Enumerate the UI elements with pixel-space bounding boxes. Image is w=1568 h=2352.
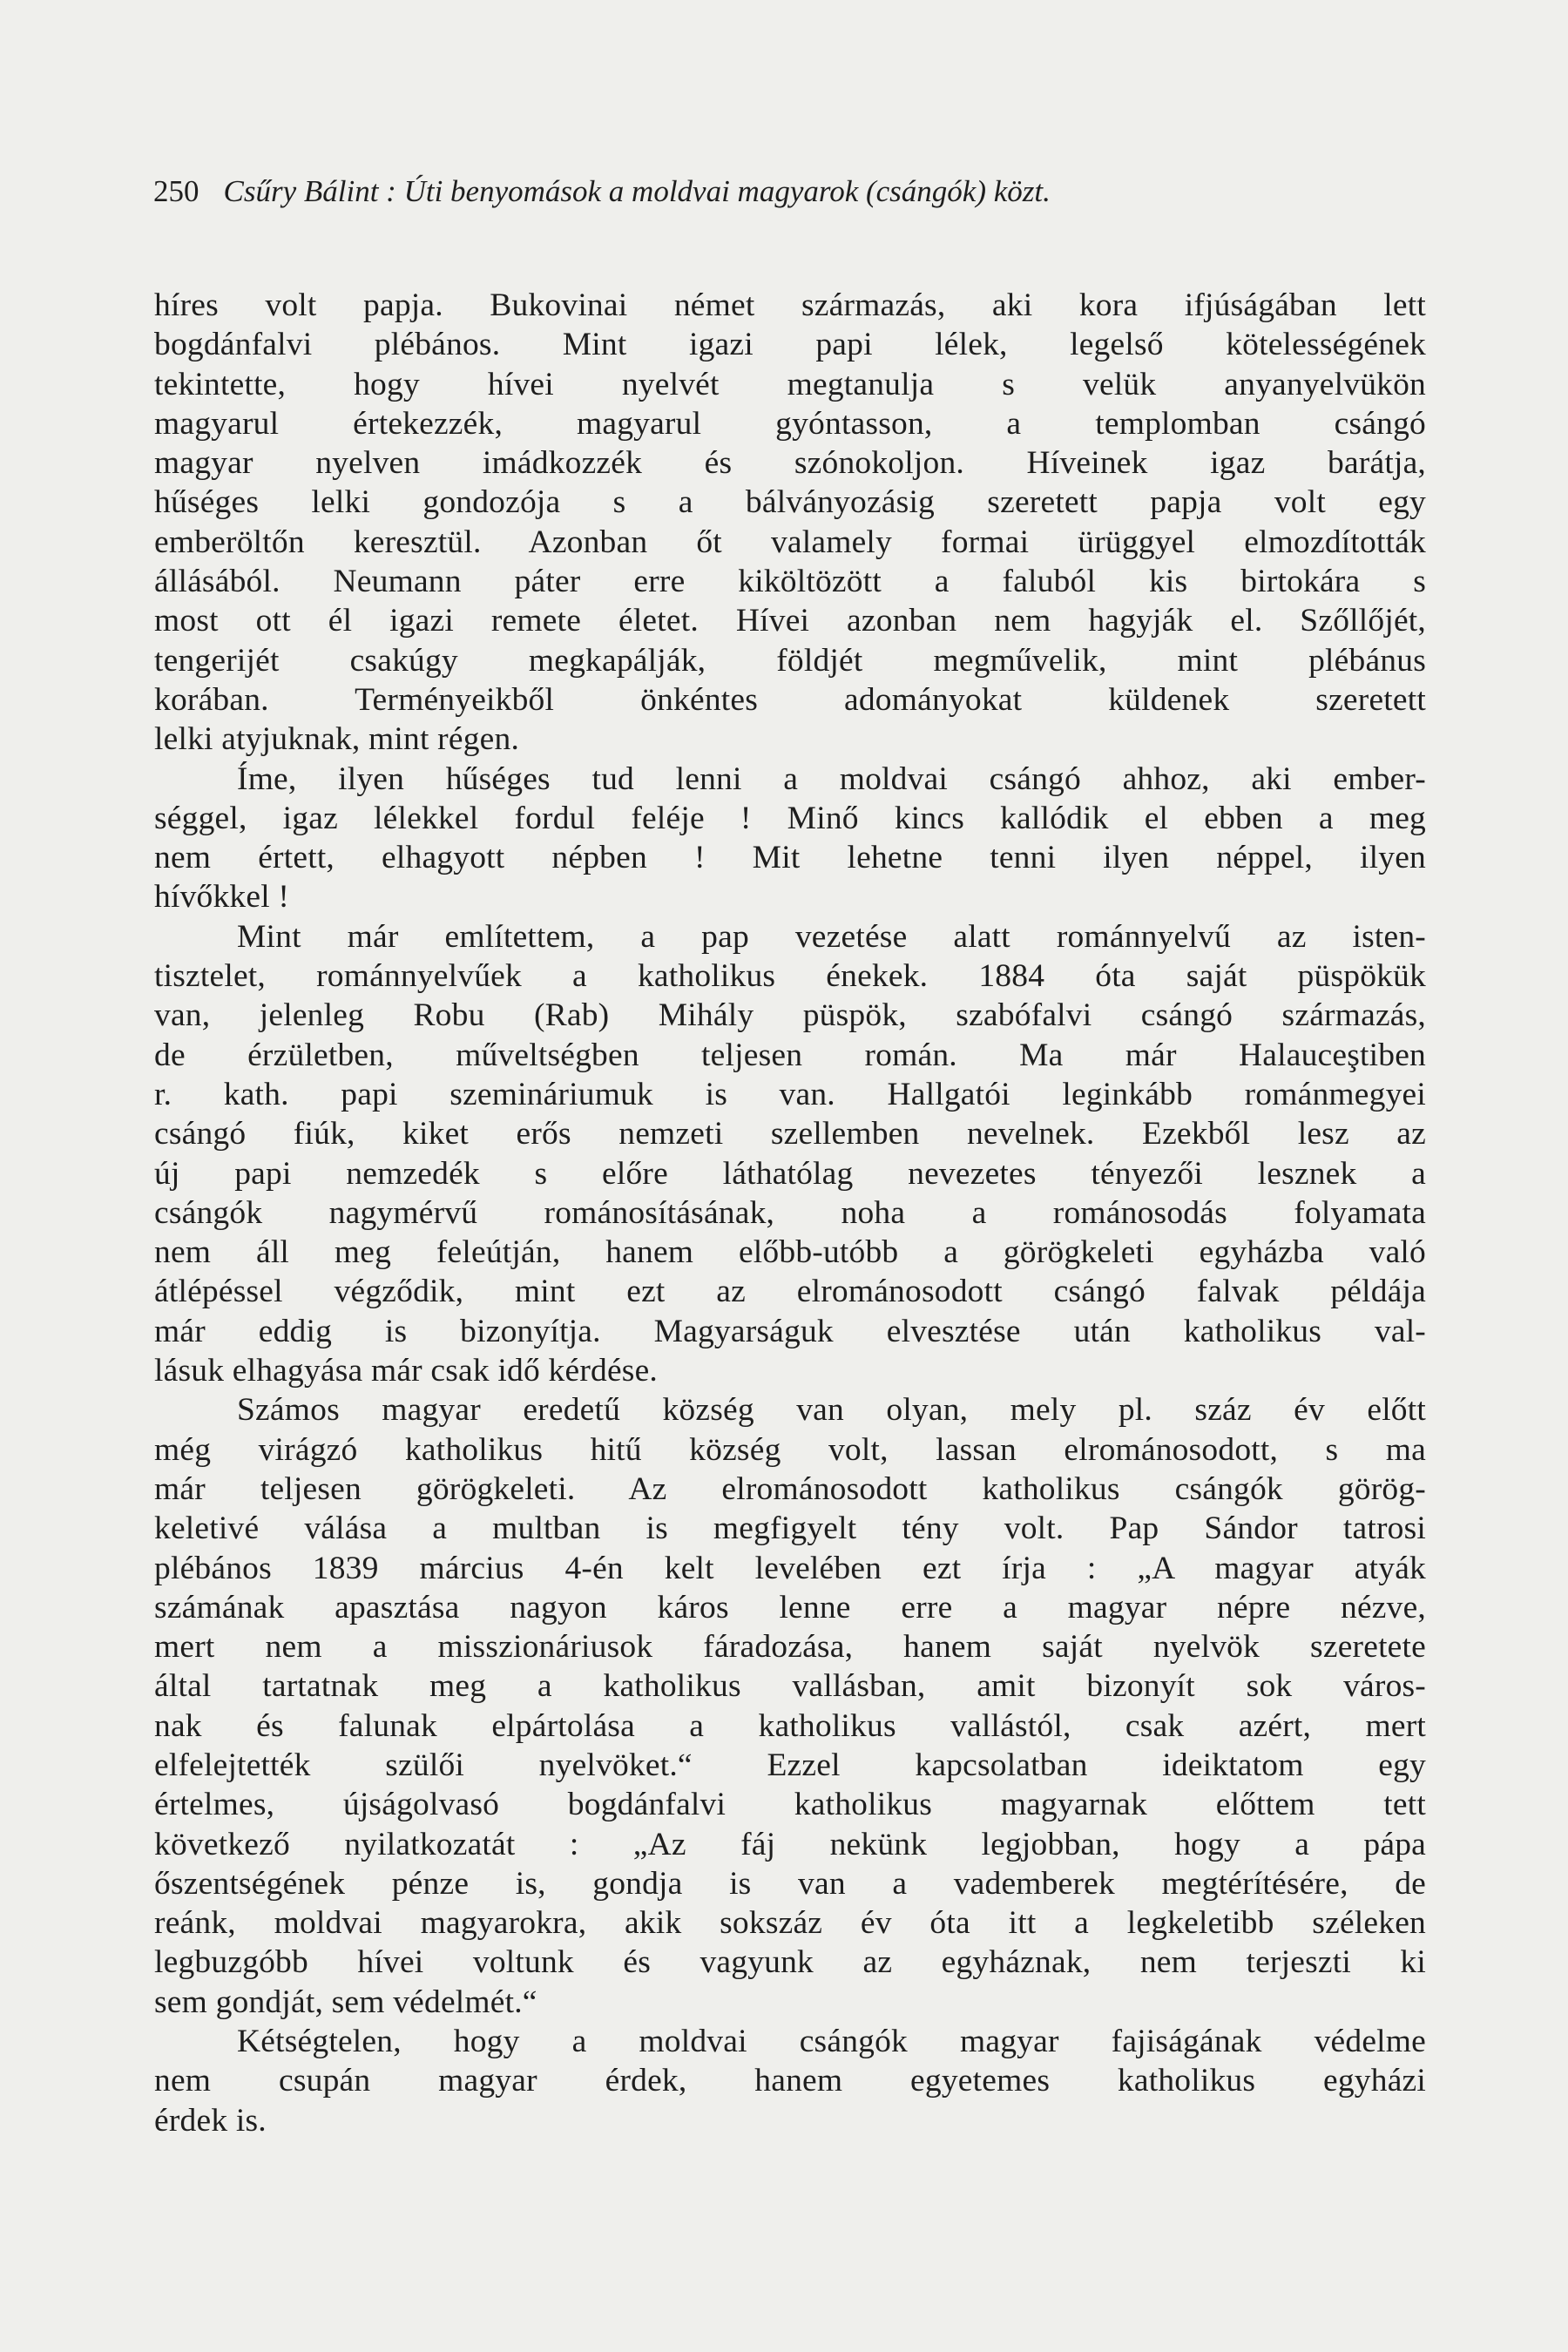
text-line: tisztelet, románnyelvűek a katholikus énekek. 1884 óta saját püspökük [154,958,1426,995]
text-line: híres volt papja. Bukovinai német származás, aki kora ifjúságában lett [154,287,1426,323]
text-line: lelki atyjuknak, mint régen. [154,721,520,758]
text-line: tengerijét csakúgy megkapálják, földjét megművelik, mint plébánus [154,642,1426,679]
paragraph-5 [154,2022,1426,2140]
text-line: következő nyilatkozatát : „Az fáj nekünk legjobban, hogy a pápa [154,1826,1426,1862]
text-line: átlépéssel végződik, mint ezt az elrománosodott csángó falvak példája [154,1274,1426,1310]
text-line: állásából. Neumann páter erre kiköltözött a faluból kis birtokára s [154,564,1426,600]
text-line: hívőkkel ! [154,879,290,916]
text-line: plébános 1839 március 4-én kelt levelében ezt írja : „A magyar atyák [154,1550,1426,1586]
page-header [153,171,1416,213]
text-line: most ott él igazi remete életet. Hívei azonban nem hagyják el. Szőllőjét, [154,603,1426,639]
text-line: de érzületben, műveltségben teljesen román. Ma már Halauceştiben [154,1037,1426,1073]
text-line: tekintette, hogy hívei nyelvét megtanulja s velük anyanyelvükön [154,366,1426,402]
text-line: érdek is. [154,2102,267,2139]
text-line: által tartatnak meg a katholikus vallásban, amit bizonyít sok város- [154,1668,1426,1705]
text-line: őszentségének pénze is, gondja is van a vademberek megtérítésére, de [154,1865,1426,1902]
text-line: reánk, moldvai magyarokra, akik sokszáz év óta itt a legkeletibb széleken [154,1905,1426,1942]
text-line: keletivé válása a multban is megfigyelt tény volt. Pap Sándor tatrosi [154,1511,1426,1547]
text-line: még virágzó katholikus hitű község volt, lassan elrománosodott, s ma [154,1431,1426,1468]
text-line: Kétségtelen, hogy a moldvai csángók magyar fajiságának védelme [237,2024,1426,2060]
text-line: séggel, igaz lélekkel fordul feléje ! Minő kincs kallódik el ebben a meg [154,800,1426,836]
text-line: számának apasztása nagyon káros lenne erre a magyar népre nézve, [154,1589,1426,1625]
running-title: Csűry Bálint : Úti benyomások a moldvai magyarok (csángók) közt. [223,174,1051,208]
text-line: bogdánfalvi plébános. Mint igazi papi lélek, legelső kötelességének [154,327,1426,363]
text-line: korában. Terményeikből önkéntes adományokat küldenek szeretett [154,681,1426,718]
page-number: 250 [153,174,199,208]
text-line: csángó fiúk, kiket erős nemzeti szellemben nevelnek. Ezekből lesz az [154,1116,1426,1152]
text-line: értelmes, újságolvasó bogdánfalvi katholikus magyarnak előttem tett [154,1787,1426,1823]
text-line: új papi nemzedék s előre láthatólag nevezetes tényezői lesznek a [154,1155,1426,1192]
text-line: van, jelenleg Robu (Rab) Mihály püspök, szabófalvi csángó származás, [154,997,1426,1034]
text-line: nak és falunak elpártolása a katholikus vallástól, csak azért, mert [154,1707,1426,1744]
text-line: elfelejtették szülői nyelvöket.“ Ezzel kapcsolatban ideiktatom egy [154,1747,1426,1783]
text-line: nem csupán magyar érdek, hanem egyetemes katholikus egyházi [154,2063,1426,2099]
text-line: Mint már említettem, a pap vezetése alatt románnyelvű az isten- [237,918,1426,955]
text-line: nem áll meg feleútján, hanem előbb-utóbb a görögkeleti egyházba való [154,1234,1426,1271]
text-line: lásuk elhagyása már csak idő kérdése. [154,1353,659,1389]
text-line: r. kath. papi szemináriumuk is van. Hallgatói leginkább románmegyei [154,1076,1426,1112]
text-line: hűséges lelki gondozója s a bálványozásig szeretett papja volt egy [154,484,1426,521]
paragraph-2 [154,760,1426,917]
text-line: sem gondját, sem védelmét.“ [154,1984,537,2020]
text-line: magyar nyelven imádkozzék és szónokoljon. Híveinek igaz barátja, [154,445,1426,482]
text-line: már eddig is bizonyítja. Magyarságuk elvesztése után katholikus val- [154,1313,1426,1349]
paragraph-4 [154,1390,1426,2022]
body-text [154,286,1426,2140]
text-line: nem értett, elhagyott népben ! Mit lehetne tenni ilyen néppel, ilyen [154,840,1426,876]
text-line: mert nem a misszionáriusok fáradozása, hanem saját nyelvök szeretete [154,1629,1426,1666]
paragraph-3 [154,917,1426,1391]
text-line: legbuzgóbb hívei voltunk és vagyunk az egyháznak, nem terjeszti ki [154,1944,1426,1981]
text-line: már teljesen görögkeleti. Az elrománosodott katholikus csángók görög- [154,1470,1426,1507]
text-line: csángók nagymérvű románosításának, noha a románosodás folyamata [154,1194,1426,1231]
text-line: Számos magyar eredetű község van olyan, mely pl. száz év előtt [237,1392,1426,1429]
text-line: Íme, ilyen hűséges tud lenni a moldvai csángó ahhoz, aki ember- [237,760,1426,797]
paragraph-1 [154,286,1426,760]
text-line: emberöltőn keresztül. Azonban őt valamely formai ürüggyel elmozdították [154,524,1426,560]
text-line: magyarul értekezzék, magyarul gyóntasson, a templomban csángó [154,405,1426,442]
